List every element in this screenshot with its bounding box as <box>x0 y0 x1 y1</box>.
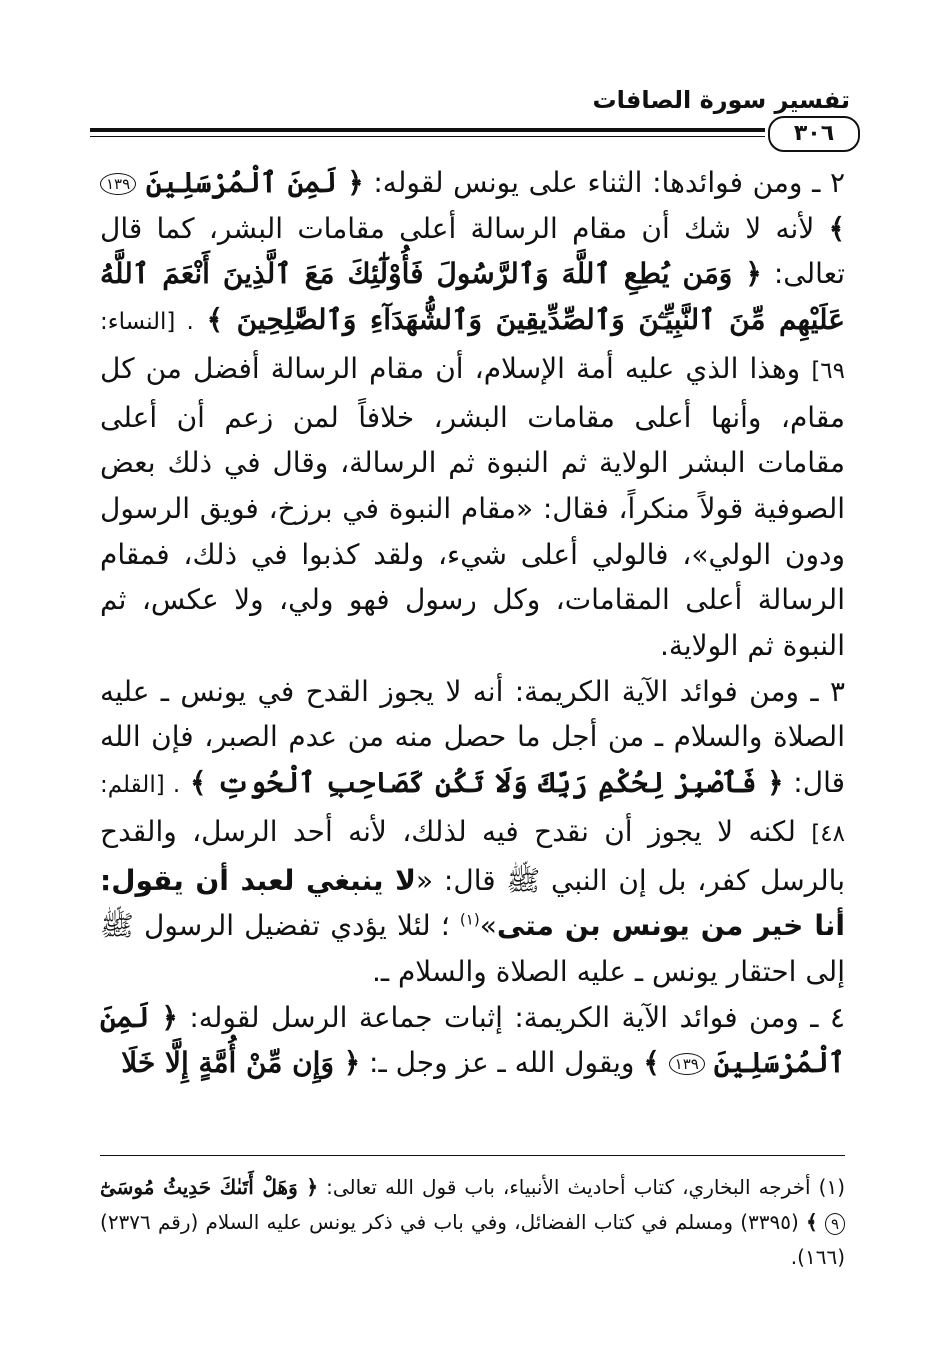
footnote-marker: (١) <box>459 910 480 929</box>
footnote-separator <box>100 1155 845 1156</box>
para3-lead: ٣ ـ ومن فوائد الآية الكريمة: أنه لا يجوز القدح في يونس ـ عليه الصلاة والسلام ـ من أجل ما حصل منه من عدم الصبر، فإن الله قال: <box>100 674 845 800</box>
paragraph-2 <box>100 160 845 669</box>
running-title: تفسير سورة الصافات <box>592 86 850 114</box>
header-rule-thin <box>90 136 765 137</box>
header-rule-thick <box>90 128 765 132</box>
hadith-text: لا ينبغي لعبد أن يقول: أنا خير من يونس بن متى <box>100 863 845 943</box>
verse-reference: . [القلم: ٤٨] <box>100 772 845 847</box>
para2-text1: لأنه لا شك أن مقام الرسالة أعلى مقامات البشر، كما قال تعالى: <box>100 211 846 291</box>
quran-verse: ﴿ فَٱصْبِرْ لِحُكْمِ رَبِّكَ وَلَا تَكُن كَصَاحِبِ ٱلْحُوتِ ﴾ <box>189 766 784 800</box>
hadith-close-quote: » <box>479 909 497 943</box>
quran-verse: ﴿ وَهَلْ أَتَىٰكَ حَدِيثُ مُوسَىٰٓ <box>100 1175 319 1199</box>
verse-reference: . [النساء: ٦٩] <box>100 309 846 384</box>
quran-verse: ﴿ لَمِنَ ٱلْمُرْسَلِينَ <box>145 166 364 199</box>
quran-verse: ﴿ لَمِنَ ٱلْمُرْسَلِينَ <box>100 1000 845 1080</box>
verse-number-marker: ١٣٩ <box>669 1053 705 1075</box>
footnote <box>100 1170 845 1275</box>
quran-close-bracket: ﴾ <box>828 211 845 245</box>
main-text <box>100 160 845 1086</box>
verse-number-marker: ١٣٩ <box>100 173 136 195</box>
verse-number-marker: ٩ <box>825 1213 845 1235</box>
quran-verse: ﴿ وَمَن يُطِعِ ٱللَّهَ وَٱلرَّسُولَ فَأُوْلَٰٓئِكَ مَعَ ٱلَّذِينَ أَنْعَمَ ٱللَّهُ عَلَيْهِم مِّنَ ٱلنَّبِيِّـۧنَ وَٱلصِّدِّيقِينَ وَٱلشُّهَدَآءِ وَٱلصَّٰلِحِينَ ﴾ <box>100 257 845 337</box>
quran-close-bracket: ﴾ <box>806 1210 818 1234</box>
para2-text2: وهذا الذي عليه أمة الإسلام، أن مقام الرسالة أفضل من كل مقام، وأنها أعلى مقامات البشر، خلافاً لمن زعم أن أعلى مقامات البشر الولاية ثم النبوة ثم الرسالة، وقال في ذلك بعض الصوفية قولاً منكراً، فقال: «مقام النبوة في برزخ، فويق الرسول ودون الولي»، فالولي أعلى شيء، ولقد كذبوا في ذلك، فمقام الرسالة أعلى المقامات، وكل رسول فهو ولي، ولا عكس، ثم النبوة ثم الولاية. <box>100 351 845 663</box>
footnote-text1: (١) أخرجه البخاري، كتاب أحاديث الأنبياء، باب قول الله تعالى: <box>326 1175 845 1199</box>
para3-text1: لكنه لا يجوز أن نقدح فيه لذلك، لأنه أحد الرسل، والقدح بالرسل كفر، بل إن النبي ﷺ قال: « <box>100 814 845 897</box>
page-header <box>90 86 860 146</box>
para2-lead: ٢ ـ ومن فوائدها: الثناء على يونس لقوله: <box>373 166 845 199</box>
quran-verse: ﴿ وَإِن مِّنْ أُمَّةٍ إِلَّا خَلَا <box>121 1046 361 1080</box>
paragraph-3 <box>100 669 845 995</box>
para3-text3: ؛ لئلا يؤدي تفضيل الرسول ﷺ إلى احتقار يونس ـ عليه الصلاة والسلام ـ. <box>100 909 845 988</box>
page-number: ٣٠٦ <box>768 116 860 152</box>
quran-close-bracket: ﴾ <box>643 1046 660 1080</box>
para4-text1: ويقول الله ـ عز وجل ـ: <box>369 1046 635 1080</box>
paragraph-4 <box>100 995 845 1086</box>
footnote-text2: (٣٣٩٥) ومسلم في كتاب الفضائل، وفي باب في ذكر يونس عليه السلام (رقم ٢٣٧٦) (١٦٦). <box>100 1210 845 1269</box>
para4-lead: ٤ ـ ومن فوائد الآية الكريمة: إثبات جماعة الرسل لقوله: <box>189 1000 845 1034</box>
